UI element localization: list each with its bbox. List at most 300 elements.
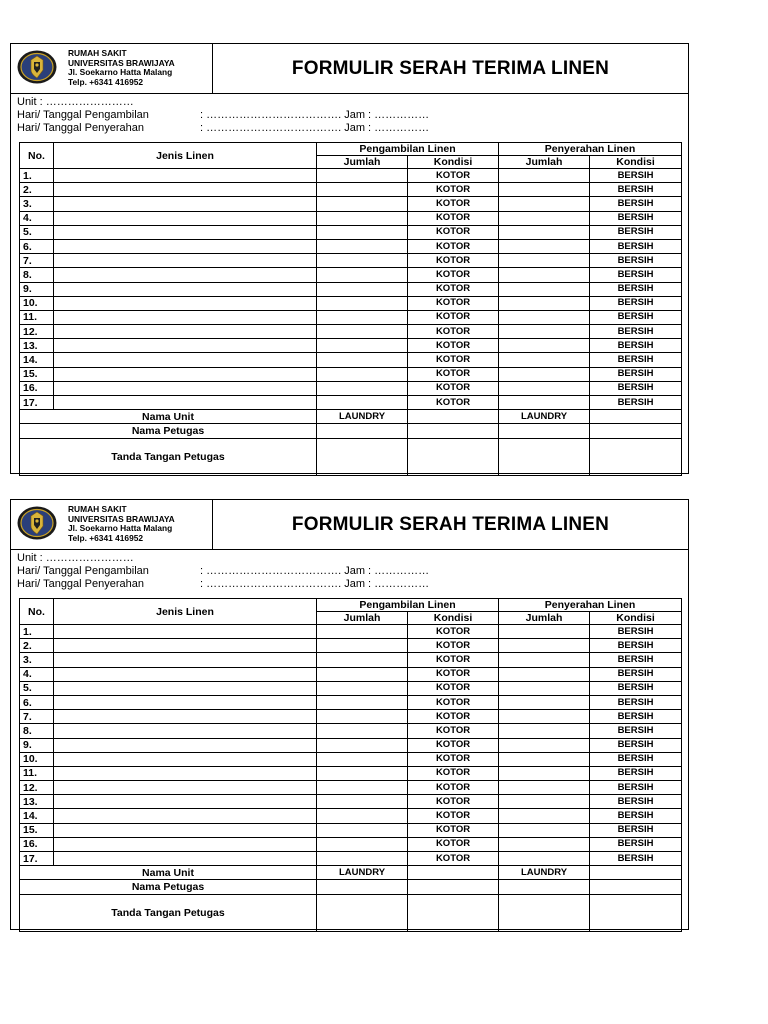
jumlah-serah-cell[interactable] [499, 809, 590, 823]
kondisi-ambil-cell: KOTOR [408, 169, 499, 183]
kondisi-ambil-cell: KOTOR [408, 852, 499, 866]
jenis-linen-cell[interactable] [54, 653, 317, 667]
row-number: 6. [20, 695, 54, 709]
row-number: 6. [20, 239, 54, 253]
kondisi-ambil-cell: KOTOR [408, 225, 499, 239]
row-number: 11. [20, 310, 54, 324]
institution-block [11, 500, 213, 549]
signature-serah-2[interactable] [590, 438, 682, 475]
signature-ambil-1[interactable] [317, 894, 408, 931]
kondisi-serah-cell: BERSIH [590, 381, 682, 395]
nama-petugas-label: Nama Petugas [20, 880, 317, 894]
tanda-tangan-label: Tanda Tangan Petugas [20, 894, 317, 931]
kondisi-serah-cell: BERSIH [590, 681, 682, 695]
penyerahan-value[interactable]: : ………………………………. Jam : …………… [200, 578, 430, 590]
col-kondisi-ambil-header: Kondisi [408, 156, 499, 169]
jumlah-ambil-cell[interactable] [317, 197, 408, 211]
pengambilan-value[interactable]: : ………………………………. Jam : …………… [200, 565, 430, 577]
kondisi-ambil-cell: KOTOR [408, 738, 499, 752]
jenis-linen-cell[interactable] [54, 695, 317, 709]
table-row [20, 325, 682, 339]
tanda-tangan-row [20, 894, 682, 931]
linen-form-1 [10, 43, 689, 474]
group-pengambilan-header: Pengambilan Linen [317, 599, 499, 612]
nama-petugas-serah-kondisi[interactable] [590, 880, 682, 894]
table-row [20, 738, 682, 752]
jumlah-serah-cell[interactable] [499, 639, 590, 653]
jumlah-serah-cell[interactable] [499, 667, 590, 681]
kondisi-ambil-cell: KOTOR [408, 823, 499, 837]
jumlah-serah-cell[interactable] [499, 752, 590, 766]
kondisi-serah-cell: BERSIH [590, 225, 682, 239]
jumlah-serah-cell[interactable] [499, 254, 590, 268]
jumlah-ambil-cell[interactable] [317, 681, 408, 695]
jumlah-ambil-cell[interactable] [317, 823, 408, 837]
kondisi-serah-cell: BERSIH [590, 781, 682, 795]
nama-unit-ambil-blank[interactable] [408, 866, 499, 880]
institution-text [68, 49, 175, 87]
nama-unit-ambil: LAUNDRY [317, 410, 408, 424]
jumlah-serah-cell[interactable] [499, 795, 590, 809]
kondisi-serah-cell: BERSIH [590, 639, 682, 653]
jumlah-ambil-cell[interactable] [317, 710, 408, 724]
row-number: 13. [20, 339, 54, 353]
nama-petugas-ambil-kondisi[interactable] [408, 880, 499, 894]
col-no-header: No. [20, 599, 54, 625]
kondisi-ambil-cell: KOTOR [408, 766, 499, 780]
table-row [20, 310, 682, 324]
kondisi-serah-cell: BERSIH [590, 837, 682, 851]
jenis-linen-cell[interactable] [54, 310, 317, 324]
row-number: 1. [20, 169, 54, 183]
institution-name-line2: UNIVERSITAS BRAWIJAYA [68, 513, 175, 524]
jumlah-ambil-cell[interactable] [317, 766, 408, 780]
university-seal-icon [17, 506, 57, 540]
table-row [20, 667, 682, 681]
jumlah-serah-cell[interactable] [499, 183, 590, 197]
jenis-linen-cell[interactable] [54, 752, 317, 766]
jenis-linen-cell[interactable] [54, 809, 317, 823]
jumlah-serah-cell[interactable] [499, 738, 590, 752]
kondisi-serah-cell: BERSIH [590, 239, 682, 253]
kondisi-serah-cell: BERSIH [590, 367, 682, 381]
jumlah-serah-cell[interactable] [499, 625, 590, 639]
jenis-linen-cell[interactable] [54, 296, 317, 310]
pengambilan-value[interactable]: : ………………………………. Jam : …………… [200, 109, 430, 121]
jenis-linen-cell[interactable] [54, 837, 317, 851]
row-number: 3. [20, 197, 54, 211]
row-number: 5. [20, 681, 54, 695]
jumlah-serah-cell[interactable] [499, 724, 590, 738]
kondisi-serah-cell: BERSIH [590, 353, 682, 367]
jenis-linen-cell[interactable] [54, 396, 317, 410]
row-number: 12. [20, 325, 54, 339]
jumlah-serah-cell[interactable] [499, 239, 590, 253]
pengambilan-label: Hari/ Tanggal Pengambilan [17, 565, 149, 577]
kondisi-serah-cell: BERSIH [590, 667, 682, 681]
kondisi-serah-cell: BERSIH [590, 169, 682, 183]
jumlah-ambil-cell[interactable] [317, 339, 408, 353]
table-row [20, 752, 682, 766]
row-number: 12. [20, 781, 54, 795]
jumlah-serah-cell[interactable] [499, 310, 590, 324]
jenis-linen-cell[interactable] [54, 625, 317, 639]
jenis-linen-cell[interactable] [54, 681, 317, 695]
jenis-linen-cell[interactable] [54, 781, 317, 795]
table-row [20, 268, 682, 282]
row-number: 17. [20, 396, 54, 410]
jumlah-ambil-cell[interactable] [317, 254, 408, 268]
jenis-linen-cell[interactable] [54, 766, 317, 780]
kondisi-ambil-cell: KOTOR [408, 282, 499, 296]
kondisi-serah-cell: BERSIH [590, 625, 682, 639]
kondisi-serah-cell: BERSIH [590, 254, 682, 268]
jenis-linen-cell[interactable] [54, 339, 317, 353]
table-row [20, 183, 682, 197]
row-number: 9. [20, 282, 54, 296]
kondisi-ambil-cell: KOTOR [408, 211, 499, 225]
col-kondisi-ambil-header: Kondisi [408, 612, 499, 625]
jumlah-ambil-cell[interactable] [317, 653, 408, 667]
nama-unit-ambil: LAUNDRY [317, 866, 408, 880]
row-number: 15. [20, 823, 54, 837]
jumlah-ambil-cell[interactable] [317, 367, 408, 381]
jenis-linen-cell[interactable] [54, 325, 317, 339]
kondisi-serah-cell: BERSIH [590, 197, 682, 211]
jenis-linen-cell[interactable] [54, 367, 317, 381]
kondisi-serah-cell: BERSIH [590, 296, 682, 310]
kondisi-ambil-cell: KOTOR [408, 339, 499, 353]
jumlah-ambil-cell[interactable] [317, 781, 408, 795]
kondisi-serah-cell: BERSIH [590, 710, 682, 724]
tanda-tangan-label: Tanda Tangan Petugas [20, 438, 317, 475]
jumlah-ambil-cell[interactable] [317, 809, 408, 823]
kondisi-ambil-cell: KOTOR [408, 268, 499, 282]
nama-unit-serah: LAUNDRY [499, 410, 590, 424]
kondisi-ambil-cell: KOTOR [408, 695, 499, 709]
jumlah-serah-cell[interactable] [499, 367, 590, 381]
unit-field[interactable]: Unit : …………………… [17, 96, 134, 108]
jenis-linen-cell[interactable] [54, 738, 317, 752]
col-jumlah-ambil-header: Jumlah [317, 156, 408, 169]
table-row [20, 367, 682, 381]
nama-petugas-row [20, 424, 682, 438]
row-number: 13. [20, 795, 54, 809]
row-number: 14. [20, 353, 54, 367]
group-penyerahan-header: Penyerahan Linen [499, 143, 682, 156]
kondisi-serah-cell: BERSIH [590, 339, 682, 353]
institution-name-line1: RUMAH SAKIT [68, 48, 127, 58]
table-row [20, 781, 682, 795]
jumlah-ambil-cell[interactable] [317, 738, 408, 752]
institution-block [11, 44, 213, 93]
form-header [11, 44, 688, 94]
jenis-linen-cell[interactable] [54, 381, 317, 395]
penyerahan-field[interactable] [17, 578, 430, 591]
nama-petugas-label: Nama Petugas [20, 424, 317, 438]
pengambilan-field[interactable] [17, 109, 430, 122]
jumlah-ambil-cell[interactable] [317, 282, 408, 296]
jumlah-serah-cell[interactable] [499, 653, 590, 667]
col-no-header: No. [20, 143, 54, 169]
institution-address: Jl. Soekarno Hatta Malang [68, 67, 173, 78]
table-row [20, 282, 682, 296]
row-number: 16. [20, 381, 54, 395]
jumlah-serah-cell[interactable] [499, 781, 590, 795]
kondisi-serah-cell: BERSIH [590, 268, 682, 282]
jenis-linen-cell[interactable] [54, 239, 317, 253]
nama-unit-serah-blank[interactable] [590, 866, 682, 880]
university-seal-icon [17, 50, 57, 84]
pengambilan-field[interactable] [17, 565, 430, 578]
row-number: 7. [20, 710, 54, 724]
jumlah-serah-cell[interactable] [499, 197, 590, 211]
row-number: 10. [20, 752, 54, 766]
kondisi-ambil-cell: KOTOR [408, 625, 499, 639]
nama-unit-row [20, 410, 682, 424]
nama-petugas-serah-jumlah[interactable] [499, 424, 590, 438]
jenis-linen-cell[interactable] [54, 353, 317, 367]
table-row [20, 211, 682, 225]
nama-petugas-ambil-jumlah[interactable] [317, 424, 408, 438]
kondisi-serah-cell: BERSIH [590, 823, 682, 837]
linen-table [19, 142, 682, 476]
kondisi-ambil-cell: KOTOR [408, 781, 499, 795]
kondisi-ambil-cell: KOTOR [408, 681, 499, 695]
table-row [20, 225, 682, 239]
nama-unit-label: Nama Unit [20, 410, 317, 424]
jenis-linen-cell[interactable] [54, 268, 317, 282]
jumlah-serah-cell[interactable] [499, 339, 590, 353]
jumlah-serah-cell[interactable] [499, 823, 590, 837]
jumlah-serah-cell[interactable] [499, 766, 590, 780]
institution-phone: Telp. +6341 416952 [68, 76, 144, 87]
institution-text [68, 505, 175, 543]
jumlah-ambil-cell[interactable] [317, 211, 408, 225]
tanda-tangan-row [20, 438, 682, 475]
jumlah-serah-cell[interactable] [499, 837, 590, 851]
table-row [20, 823, 682, 837]
jumlah-ambil-cell[interactable] [317, 724, 408, 738]
signature-ambil-1[interactable] [317, 438, 408, 475]
nama-unit-label: Nama Unit [20, 866, 317, 880]
jenis-linen-cell[interactable] [54, 639, 317, 653]
jenis-linen-cell[interactable] [54, 667, 317, 681]
row-number: 17. [20, 852, 54, 866]
table-row [20, 681, 682, 695]
penyerahan-label: Hari/ Tanggal Penyerahan [17, 122, 144, 134]
table-row [20, 396, 682, 410]
row-number: 1. [20, 625, 54, 639]
jumlah-serah-cell[interactable] [499, 353, 590, 367]
jumlah-serah-cell[interactable] [499, 381, 590, 395]
jumlah-ambil-cell[interactable] [317, 381, 408, 395]
jumlah-ambil-cell[interactable] [317, 239, 408, 253]
col-jenis-header: Jenis Linen [54, 599, 317, 625]
row-number: 8. [20, 724, 54, 738]
row-number: 4. [20, 667, 54, 681]
table-row [20, 710, 682, 724]
row-number: 2. [20, 183, 54, 197]
jumlah-ambil-cell[interactable] [317, 268, 408, 282]
jumlah-serah-cell[interactable] [499, 396, 590, 410]
jumlah-ambil-cell[interactable] [317, 325, 408, 339]
kondisi-serah-cell: BERSIH [590, 396, 682, 410]
jumlah-ambil-cell[interactable] [317, 695, 408, 709]
penyerahan-label: Hari/ Tanggal Penyerahan [17, 578, 144, 590]
jenis-linen-cell[interactable] [54, 183, 317, 197]
table-row [20, 639, 682, 653]
jumlah-ambil-cell[interactable] [317, 183, 408, 197]
kondisi-ambil-cell: KOTOR [408, 381, 499, 395]
jumlah-serah-cell[interactable] [499, 852, 590, 866]
jumlah-ambil-cell[interactable] [317, 795, 408, 809]
jenis-linen-cell[interactable] [54, 225, 317, 239]
jumlah-ambil-cell[interactable] [317, 625, 408, 639]
row-number: 15. [20, 367, 54, 381]
kondisi-ambil-cell: KOTOR [408, 724, 499, 738]
jenis-linen-cell[interactable] [54, 795, 317, 809]
jumlah-ambil-cell[interactable] [317, 667, 408, 681]
institution-name-line2: UNIVERSITAS BRAWIJAYA [68, 57, 175, 68]
jenis-linen-cell[interactable] [54, 254, 317, 268]
jenis-linen-cell[interactable] [54, 823, 317, 837]
kondisi-serah-cell: BERSIH [590, 852, 682, 866]
kondisi-ambil-cell: KOTOR [408, 183, 499, 197]
kondisi-ambil-cell: KOTOR [408, 367, 499, 381]
jumlah-ambil-cell[interactable] [317, 310, 408, 324]
jumlah-ambil-cell[interactable] [317, 353, 408, 367]
kondisi-ambil-cell: KOTOR [408, 325, 499, 339]
row-number: 7. [20, 254, 54, 268]
nama-petugas-ambil-jumlah[interactable] [317, 880, 408, 894]
nama-petugas-serah-jumlah[interactable] [499, 880, 590, 894]
jumlah-ambil-cell[interactable] [317, 296, 408, 310]
penyerahan-value[interactable]: : ………………………………. Jam : …………… [200, 122, 430, 134]
kondisi-serah-cell: BERSIH [590, 211, 682, 225]
kondisi-ambil-cell: KOTOR [408, 353, 499, 367]
signature-serah-2[interactable] [590, 894, 682, 931]
form-title: FORMULIR SERAH TERIMA LINEN [291, 514, 610, 535]
table-row [20, 169, 682, 183]
table-row [20, 766, 682, 780]
row-number: 10. [20, 296, 54, 310]
table-row [20, 296, 682, 310]
linen-rows [20, 625, 682, 866]
penyerahan-field[interactable] [17, 122, 430, 135]
col-kondisi-serah-header: Kondisi [590, 156, 682, 169]
kondisi-ambil-cell: KOTOR [408, 667, 499, 681]
institution-phone: Telp. +6341 416952 [68, 532, 144, 543]
table-header-row [20, 599, 682, 612]
table-row [20, 353, 682, 367]
kondisi-serah-cell: BERSIH [590, 809, 682, 823]
jenis-linen-cell[interactable] [54, 852, 317, 866]
kondisi-serah-cell: BERSIH [590, 310, 682, 324]
jenis-linen-cell[interactable] [54, 282, 317, 296]
jumlah-ambil-cell[interactable] [317, 852, 408, 866]
jenis-linen-cell[interactable] [54, 197, 317, 211]
col-jenis-header: Jenis Linen [54, 143, 317, 169]
jumlah-serah-cell[interactable] [499, 268, 590, 282]
jumlah-serah-cell[interactable] [499, 282, 590, 296]
jenis-linen-cell[interactable] [54, 710, 317, 724]
jumlah-serah-cell[interactable] [499, 296, 590, 310]
signature-serah-1[interactable] [499, 438, 590, 475]
jumlah-ambil-cell[interactable] [317, 169, 408, 183]
group-penyerahan-header: Penyerahan Linen [499, 599, 682, 612]
kondisi-ambil-cell: KOTOR [408, 239, 499, 253]
kondisi-ambil-cell: KOTOR [408, 809, 499, 823]
nama-petugas-serah-kondisi[interactable] [590, 424, 682, 438]
jumlah-serah-cell[interactable] [499, 169, 590, 183]
table-row [20, 695, 682, 709]
nama-unit-ambil-blank[interactable] [408, 410, 499, 424]
nama-unit-serah: LAUNDRY [499, 866, 590, 880]
table-row [20, 837, 682, 851]
signature-ambil-2[interactable] [408, 894, 499, 931]
jumlah-ambil-cell[interactable] [317, 639, 408, 653]
jumlah-serah-cell[interactable] [499, 681, 590, 695]
group-pengambilan-header: Pengambilan Linen [317, 143, 499, 156]
table-row [20, 254, 682, 268]
kondisi-serah-cell: BERSIH [590, 653, 682, 667]
jenis-linen-cell[interactable] [54, 724, 317, 738]
jumlah-serah-cell[interactable] [499, 710, 590, 724]
jenis-linen-cell[interactable] [54, 169, 317, 183]
kondisi-ambil-cell: KOTOR [408, 310, 499, 324]
row-number: 3. [20, 653, 54, 667]
signature-ambil-2[interactable] [408, 438, 499, 475]
jumlah-serah-cell[interactable] [499, 325, 590, 339]
table-row [20, 852, 682, 866]
table-row [20, 724, 682, 738]
jumlah-serah-cell[interactable] [499, 695, 590, 709]
jumlah-serah-cell[interactable] [499, 211, 590, 225]
jenis-linen-cell[interactable] [54, 211, 317, 225]
kondisi-ambil-cell: KOTOR [408, 639, 499, 653]
unit-field[interactable]: Unit : …………………… [17, 552, 134, 564]
row-number: 16. [20, 837, 54, 851]
kondisi-serah-cell: BERSIH [590, 183, 682, 197]
kondisi-ambil-cell: KOTOR [408, 254, 499, 268]
col-jumlah-ambil-header: Jumlah [317, 612, 408, 625]
table-row [20, 795, 682, 809]
jumlah-ambil-cell[interactable] [317, 837, 408, 851]
form-header [11, 500, 688, 550]
kondisi-serah-cell: BERSIH [590, 766, 682, 780]
nama-unit-serah-blank[interactable] [590, 410, 682, 424]
kondisi-ambil-cell: KOTOR [408, 197, 499, 211]
table-row [20, 653, 682, 667]
jumlah-ambil-cell[interactable] [317, 752, 408, 766]
kondisi-ambil-cell: KOTOR [408, 296, 499, 310]
jumlah-serah-cell[interactable] [499, 225, 590, 239]
kondisi-serah-cell: BERSIH [590, 695, 682, 709]
kondisi-serah-cell: BERSIH [590, 724, 682, 738]
row-number: 5. [20, 225, 54, 239]
nama-petugas-ambil-kondisi[interactable] [408, 424, 499, 438]
jumlah-ambil-cell[interactable] [317, 396, 408, 410]
table-row [20, 339, 682, 353]
jumlah-ambil-cell[interactable] [317, 225, 408, 239]
table-row [20, 625, 682, 639]
row-number: 4. [20, 211, 54, 225]
kondisi-ambil-cell: KOTOR [408, 653, 499, 667]
signature-serah-1[interactable] [499, 894, 590, 931]
col-kondisi-serah-header: Kondisi [590, 612, 682, 625]
row-number: 2. [20, 639, 54, 653]
